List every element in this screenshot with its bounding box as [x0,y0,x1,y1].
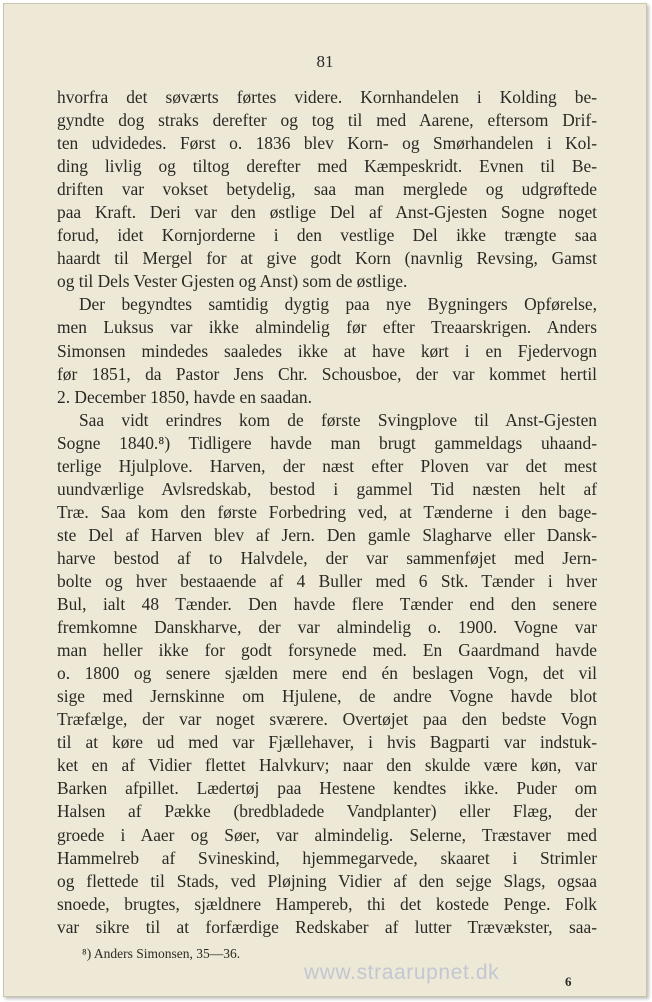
text-line: uundværlige Avlsredskab, bestod i gammel Tid næsten helt af [57,478,597,499]
watermark: www.straarupnet.dk [304,961,500,984]
body-text [57,86,597,939]
footnote: ⁸) Anders Simonsen, 35—36. [82,946,241,961]
text-line: bolte og hver bestaaende af 4 Buller med 6 Stk. Tænder i hver [57,570,597,591]
text-line: Bul, ialt 48 Tænder. Den havde flere Tænder end den senere [57,594,597,615]
signature-mark: 6 [565,974,572,989]
text-line: paa Kraft. Deri var den østlige Del af Anst-Gjesten Sogne noget [57,202,597,223]
text-line: var sikre til at forfærdige Redskaber af lutter Trævækster, saa- [57,916,597,937]
text-line: men Luksus var ikke almindelig før efter Treaarskrigen. Anders [57,317,597,338]
text-line: haardt til Mergel for at give godt Korn (navnlig Revsing, Gamst [57,248,597,269]
text-line: og flettede til Stads, ved Pløjning Vidier af den sejge Slags, ogsaa [57,870,597,891]
text-line: groede i Aaer og Søer, var almindelig. Selerne, Træstaver med [57,824,597,845]
text-line: forud, idet Kornjorderne i den vestlige Del ikke trængte saa [57,225,597,246]
text-line: harve bestod af to Halvdele, der var sammenføjet med Jern- [57,547,597,568]
text-line: hvorfra det søværts førtes videre. Kornhandelen i Kolding be- [57,87,597,107]
text-line: terlige Hjulplove. Harven, der næst efter Ploven var det mest [57,455,597,476]
text-line: Træfælge, der var noget sværere. Overtøjet paa den bedste Vogn [57,709,597,730]
text-line: til at køre ud med var Fjællehaver, i hvis Bagparti var indstuk- [57,732,597,753]
text-line: ste Del af Harven blev af Jern. Den gamle Slagharve eller Dansk- [57,524,597,545]
text-line: Saa vidt erindres kom de første Svingplove til Anst-Gjesten [79,409,597,430]
text-line: Træ. Saa kom den første Forbedring ved, at Tænderne i den bage- [57,501,597,522]
text-line: og til Dels Vester Gjesten og Anst) som de østlige. [57,271,408,292]
text-line: Sogne 1840.⁸) Tidligere havde man brugt gammeldags uhaand- [57,432,597,453]
text-line: man heller ikke for godt forsynede med. En Gaardmand havde [57,640,597,661]
text-line: gyndte dog straks derefter og tog til med Aarene, eftersom Drif- [57,110,597,131]
text-line: 2. December 1850, havde en saadan. [57,386,312,407]
text-line: Barken afpillet. Lædertøj paa Hestene kendtes ikke. Puder om [57,778,597,799]
text-line: ket en af Vidier flettet Halvkurv; naar den skulde være køn, var [57,755,597,776]
text-line: Halsen af Pække (bredbladede Vandplanter) eller Flæg, der [57,801,597,822]
text-line: Hammelreb af Svineskind, hjemmegarvede, skaaret i Strimler [57,847,597,868]
text-line: o. 1800 og senere sjælden mere end én beslagen Vogn, det vil [57,663,597,684]
text-line: før 1851, da Pastor Jens Chr. Schousboe, der var kommet hertil [57,363,597,384]
text-line: driften var vokset betydelig, saa man merglede og udgrøftede [57,179,597,200]
text-line: ten udvidedes. Først o. 1836 blev Korn- og Smørhandelen i Kol- [57,133,597,154]
text-line: snoede, brugtes, sjældnere Hampereb, thi det kostede Penge. Folk [57,893,597,914]
text-line: ding livlig og tiltog derefter med Kæmpeskridt. Evnen til Be- [57,156,597,177]
text-line: Der begyndtes samtidig dygtig paa nye Bygningers Opførelse, [79,294,597,315]
page-number: 81 [316,52,334,71]
book-page [3,3,647,997]
text-line: fremkomne Danskharve, der var almindelig o. 1900. Vogne var [57,617,597,638]
text-line: sige med Jernskinne om Hjulene, de andre Vogne havde blot [57,686,597,707]
text-line: Simonsen mindedes saaledes ikke at have kørt i en Fjedervogn [57,340,597,361]
